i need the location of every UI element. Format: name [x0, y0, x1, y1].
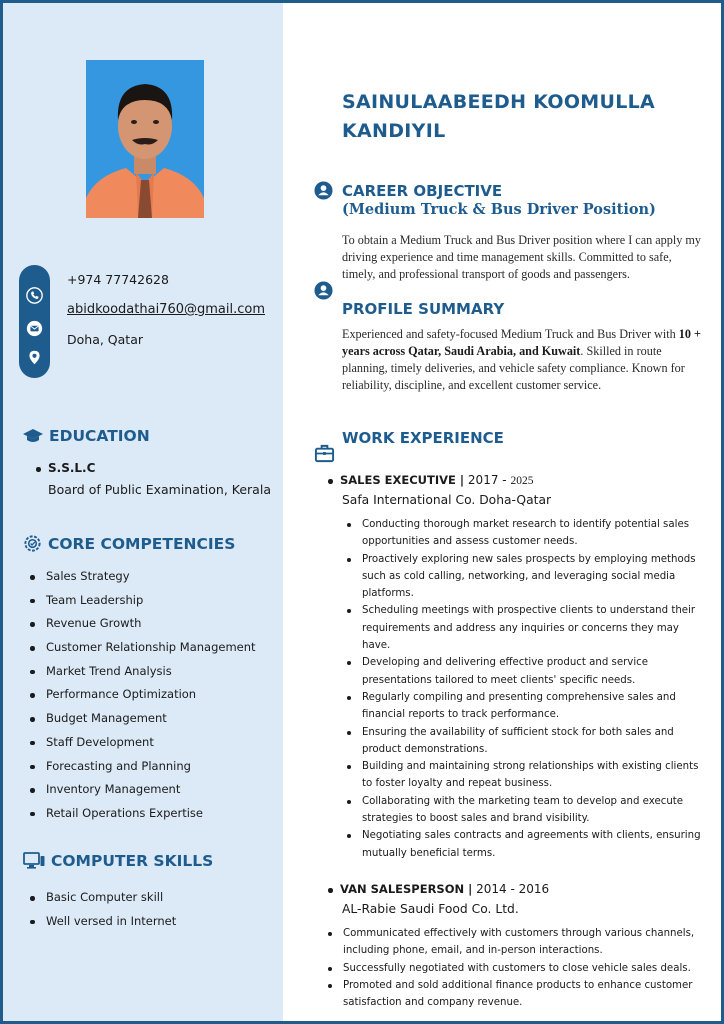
- computer-skills-heading-label: COMPUTER SKILLS: [51, 852, 214, 870]
- job-date-start: 2017 -: [467, 473, 507, 487]
- computer-skills-heading: [23, 852, 213, 870]
- list-item: Retail Operations Expertise: [30, 806, 256, 830]
- list-item: Scheduling meetings with prospective clients to understand their requirements and address any inquiries or concerns they may have.: [344, 602, 708, 654]
- career-objective-subheading: (Medium Truck & Bus Driver Position): [342, 201, 656, 218]
- list-item: Promoted and sold additional finance products to enhance customer satisfaction and company revenue.: [325, 977, 709, 1012]
- briefcase-icon: [314, 443, 335, 464]
- competencies-heading-label: CORE COMPETENCIES: [48, 534, 236, 553]
- sidebar: [3, 3, 283, 1024]
- list-item: Performance Optimization: [30, 687, 256, 711]
- candidate-name: SAINULAABEEDH KOOMULLA KANDIYIL: [342, 91, 656, 142]
- career-objective-heading: CAREER OBJECTIVE: [342, 182, 503, 200]
- list-item: Regularly compiling and presenting comprehensive sales and financial reports to track performance.: [344, 689, 708, 724]
- job-title-row: [328, 473, 533, 487]
- list-item: Well versed in Internet: [30, 914, 176, 938]
- job-company: Safa International Co. Doha-Qatar: [342, 493, 552, 507]
- graduation-cap-icon: [23, 427, 43, 445]
- monitor-icon: [23, 852, 45, 870]
- list-item: Conducting thorough market research to identify potential sales opportunities and assess customer needs.: [344, 516, 708, 551]
- computer-skills-list: [30, 890, 176, 937]
- list-item: Basic Computer skill: [30, 890, 176, 914]
- list-item: Collaborating with the marketing team to develop and execute strategies to boost sales and brand visibility.: [344, 793, 708, 828]
- profile-summary-text: [342, 326, 702, 394]
- list-item: Inventory Management: [30, 782, 256, 806]
- job-date-start: 2014 - 2016: [476, 882, 550, 896]
- career-objective-text: To obtain a Medium Truck and Bus Driver position where I can apply my driving experience and time management skills. Committed to safe, timely, and professional transport of goods and passengers.: [342, 233, 701, 281]
- competencies-heading: [23, 534, 235, 553]
- job-company: AL-Rabie Saudi Food Co. Ltd.: [342, 902, 519, 916]
- location-pin-icon: [26, 349, 43, 366]
- job-role: SALES EXECUTIVE |: [340, 473, 465, 487]
- phone-icon: [26, 287, 43, 304]
- list-item: Ensuring the availability of sufficient stock for both sales and product demonstrations.: [344, 724, 708, 759]
- summary-text-part: Experienced and safety-focused Medium Truck and Bus Driver with: [342, 327, 679, 341]
- list-item: Revenue Growth: [30, 616, 256, 640]
- email-link[interactable]: abidkoodathai760@gmail.com: [67, 302, 266, 317]
- list-item: Developing and delivering effective product and service presentations tailored to meet clients' specific needs.: [344, 654, 708, 689]
- job-duties-list: [325, 925, 709, 1011]
- education-board: Board of Public Examination, Kerala: [48, 482, 271, 497]
- user-circle-icon: [314, 181, 333, 200]
- location-text: Doha, Qatar: [67, 332, 144, 347]
- list-item: Forecasting and Planning: [30, 759, 256, 783]
- job-date-end: 2025: [510, 475, 534, 487]
- job-title-row: [328, 882, 549, 896]
- list-item: Sales Strategy: [30, 569, 256, 593]
- education-heading: [23, 427, 150, 445]
- education-title: S.S.L.C: [36, 461, 95, 475]
- list-item: Market Trend Analysis: [30, 664, 256, 688]
- summary-text-bold: 10 + years across Qatar, Saudi Arabia, and Kuwait: [342, 327, 701, 358]
- user-circle-icon: [314, 281, 333, 300]
- gear-badge-icon: [23, 534, 42, 553]
- list-item: Staff Development: [30, 735, 256, 759]
- list-item: Proactively exploring new sales prospects by employing methods such as cold calling, networking, and leveraging social media platforms.: [344, 551, 708, 603]
- list-item: Customer Relationship Management: [30, 640, 256, 664]
- profile-photo: [86, 60, 204, 218]
- list-item: Successfully negotiated with customers to close vehicle sales deals.: [325, 960, 709, 977]
- phone-number: +974 77742628: [67, 272, 169, 287]
- mail-icon: [26, 320, 43, 337]
- work-experience-heading: WORK EXPERIENCE: [342, 429, 504, 447]
- list-item: Budget Management: [30, 711, 256, 735]
- list-item: Team Leadership: [30, 593, 256, 617]
- contact-icon-strip: [19, 265, 50, 378]
- education-heading-label: EDUCATION: [49, 427, 150, 445]
- profile-summary-heading: PROFILE SUMMARY: [342, 300, 505, 318]
- job-duties-list: [344, 516, 708, 862]
- job-role: VAN SALESPERSON |: [340, 882, 473, 896]
- list-item: Building and maintaining strong relationships with existing clients to foster loyalty and repeat business.: [344, 758, 708, 793]
- summary-text-part: . Skilled in route planning, timely deliveries, and vehicle safety compliance. Known for reliability, discipline, and excellent customer service.: [342, 344, 685, 392]
- competencies-list: [30, 569, 256, 830]
- list-item: Negotiating sales contracts and agreements with clients, ensuring mutually beneficial terms.: [344, 827, 708, 862]
- list-item: Communicated effectively with customers through various channels, including phone, email, and in-person interactions.: [325, 925, 709, 960]
